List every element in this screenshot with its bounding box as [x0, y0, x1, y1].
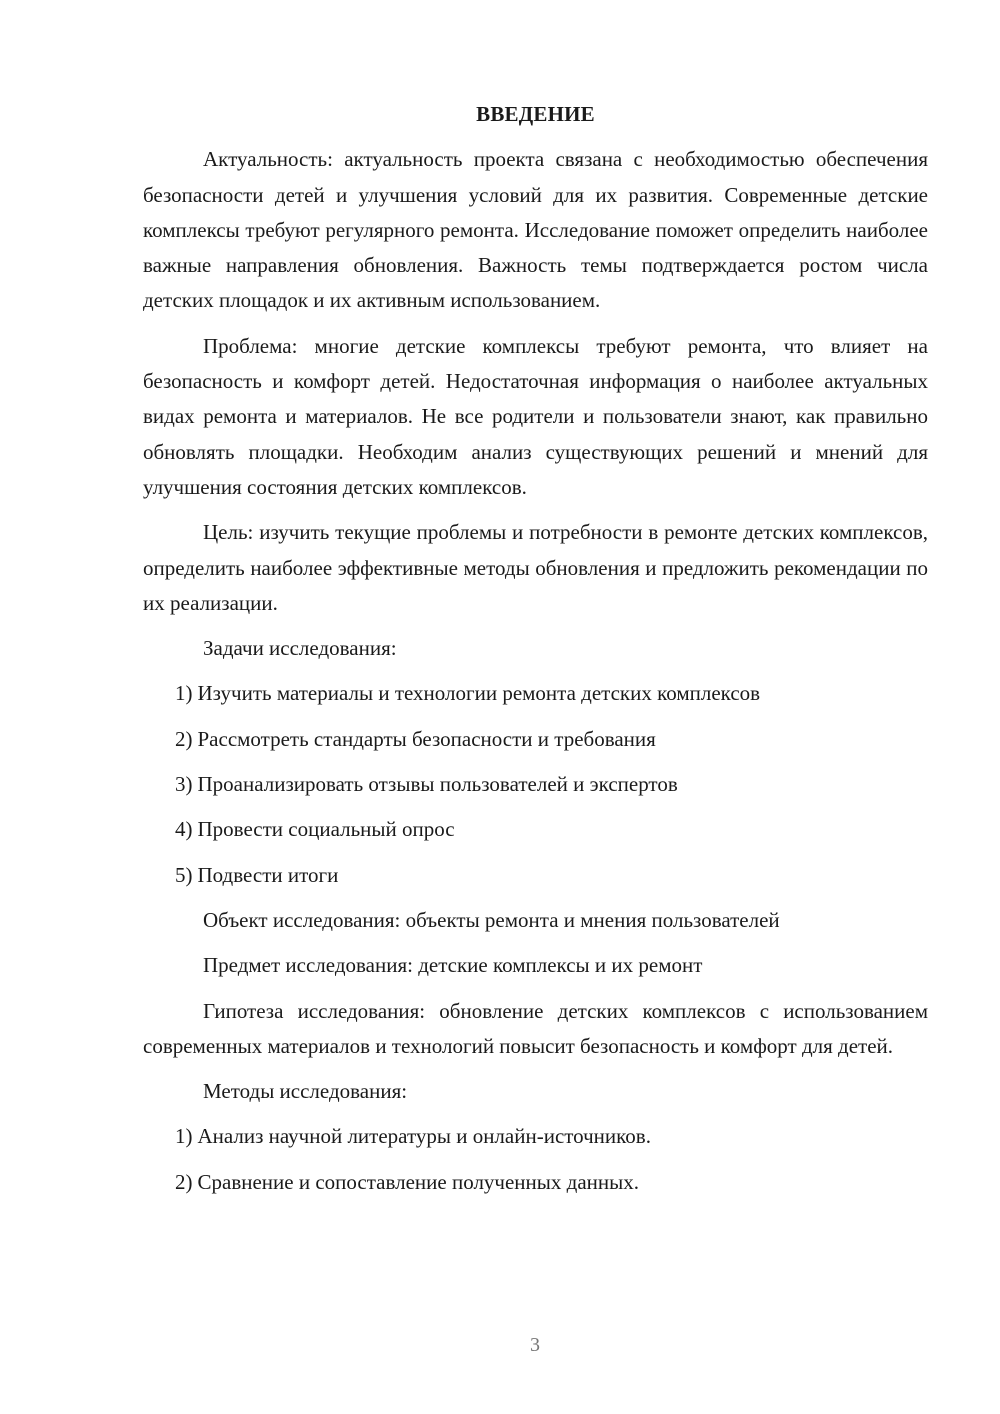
list-item-text: Подвести итоги — [197, 862, 339, 887]
list-item-number: 1) — [175, 1124, 193, 1149]
list-item — [175, 722, 928, 757]
list-item — [175, 767, 928, 802]
tasks-list — [143, 676, 928, 892]
page-title: ВВЕДЕНИЕ — [476, 102, 595, 126]
list-item — [175, 858, 928, 893]
list-item-text: Рассмотреть стандарты безопасности и требования — [197, 726, 656, 751]
list-item-number: 3) — [175, 772, 193, 797]
list-item-text: Сравнение и сопоставление полученных данных. — [197, 1169, 639, 1194]
document-page — [143, 97, 928, 1210]
problem-paragraph: Проблема: многие детские комплексы требуют ремонта, что влияет на безопасность и комфорт детей. Недостаточная информация о наиболее актуальных видах ремонта и материалов. Не все родители и пользователи знают, как правильно обновлять площадки. Необходим анализ существующих решений и мнений для улучшения состояния детских комплексов. — [143, 333, 928, 499]
list-item-text: Провести социальный опрос — [197, 817, 455, 842]
hypothesis-paragraph: Гипотеза исследования: обновление детских комплексов с использованием современных материалов и технологий повысит безопасность и комфорт для детей. — [143, 998, 928, 1058]
list-item — [175, 812, 928, 847]
goal-paragraph: Цель: изучить текущие проблемы и потребности в ремонте детских комплексов, определить наиболее эффективные методы обновления и предложить рекомендации по их реализации. — [143, 520, 928, 615]
list-item-number: 2) — [175, 1169, 193, 1194]
list-item-text: Изучить материалы и технологии ремонта детских комплексов — [197, 681, 761, 706]
methods-heading: Методы исследования: — [203, 1079, 408, 1104]
list-item-number: 2) — [175, 726, 193, 751]
list-item — [175, 676, 928, 711]
list-item — [175, 1165, 928, 1200]
tasks-heading: Задачи исследования: — [203, 636, 397, 661]
methods-list — [143, 1119, 928, 1200]
list-item-number: 5) — [175, 862, 193, 887]
object-line: Объект исследования: объекты ремонта и мнения пользователей — [203, 907, 780, 932]
subject-line: Предмет исследования: детские комплексы и их ремонт — [203, 953, 703, 978]
page-number: 3 — [530, 1334, 540, 1356]
list-item-text: Анализ научной литературы и онлайн-источников. — [197, 1124, 651, 1149]
list-item — [175, 1119, 928, 1154]
list-item-text: Проанализировать отзывы пользователей и экспертов — [197, 772, 678, 797]
list-item-number: 4) — [175, 817, 193, 842]
relevance-paragraph: Актуальность: актуальность проекта связана с необходимостью обеспечения безопасности детей и улучшения условий для их развития. Современные детские комплексы требуют регулярного ремонта. Исследование поможет определить наиболее важные направления обновления. Важность темы подтверждается ростом числа детских площадок и их активным использованием. — [143, 147, 928, 313]
list-item-number: 1) — [175, 681, 193, 706]
